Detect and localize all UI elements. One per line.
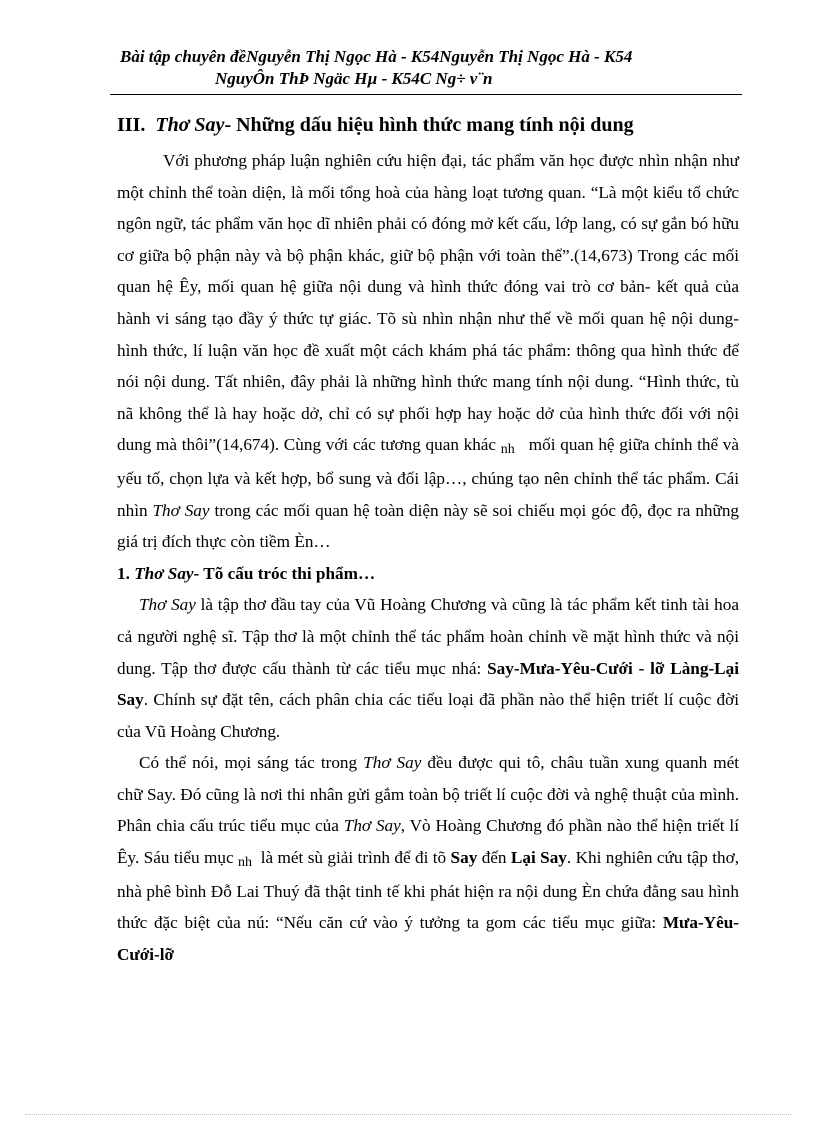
para3-text-a: Có thể nói, mọi sáng tác trong: [139, 753, 358, 773]
paragraph-2: [117, 589, 739, 747]
para3-bold-3: Mưa-Yêu-Cưới-lỡ: [117, 913, 740, 964]
para3-text-c: , Vò Hoàng Chương đó phần nào thể hiện triết lí Êy. Sáu tiểu mục: [117, 816, 739, 868]
paragraph-3: [117, 747, 739, 970]
header-line-1: Bài tập chuyên đềNguyễn Thị Ngọc Hà - K54Nguyễn Thị Ngọc Hà - K54: [120, 47, 633, 66]
para3-text-b: đều được qui tô, châu tuần xung quanh mét chữ Say. Đó cũng là nơi thi nhân gửi gắm toàn bộ triết lí cuộc đời và nghệ thuật của mình. Phân chia cấu trúc tiểu mục của: [117, 753, 739, 836]
section-number: III.: [117, 114, 146, 136]
para3-bold-2: Lại Say: [510, 848, 567, 868]
subsection-rest: - Tõ cấu tróc thi phẩm…: [193, 563, 376, 583]
para3-italic-2: Thơ Say: [343, 816, 401, 836]
subsection-italic: Thơ Say: [134, 563, 194, 583]
subsection-heading: [117, 558, 739, 590]
header-divider: [110, 94, 742, 95]
para1-text-b: mối quan hệ giữa chỉnh thể và yếu tố, chọn lựa và kết hợp, bổ sung và đối lập…, chúng tạo nên chỉnh thể tác phẩm. Cái nhìn: [117, 435, 739, 520]
section-heading: [117, 114, 634, 137]
para3-text-f: . Khi nghiên cứu tập thơ, nhà phê bình Đỗ Lai Thuý đã thật tinh tế khi phát hiện ra nội dung Èn chứa đằng sau hình thức đặc biệt của nú: “Nếu căn cứ vào ý tưởng ta gom các tiểu mục giữa:: [117, 848, 739, 933]
document-body: [117, 145, 739, 970]
page-header: [110, 46, 740, 90]
para2-text-b: . Chính sự đặt tên, cách phân chia các tiểu loại đã phần nào thể hiện triết lí cuộc đời của Vũ Hoàng Chương.: [117, 690, 739, 741]
para1-italic: Thơ Say: [152, 500, 210, 520]
para3-text-d: là mét sù giải trình để đi tõ: [260, 848, 447, 868]
subsection-number: 1.: [117, 563, 130, 583]
paragraph-intro: [117, 145, 739, 558]
para2-bold: Say-Mưa-Yêu-Cưới - lỡ Làng-Lại Say: [117, 658, 740, 710]
para1-text-c: trong các mối quan hệ toàn diện này sẽ soi chiếu mọi góc độ, đọc ra những giá trị đích thực còn tiềm Èn…: [117, 500, 740, 552]
para3-italic-1: Thơ Say: [363, 753, 422, 773]
para2-text-a: là tập thơ đầu tay của Vũ Hoàng Chương và cũng là tác phẩm kết tinh tài hoa cả người nghệ sĩ. Tập thơ là một chỉnh thể tác phẩm hoàn chỉnh về mặt hình thức và nội dung. Tập thơ được cấu thành từ các tiểu mục nhá:: [117, 595, 739, 678]
para1-nh: nh: [500, 442, 515, 458]
para2-italic: Thơ Say: [139, 595, 196, 615]
para3-nh: nh: [237, 855, 252, 871]
page-bottom-border: [25, 1114, 791, 1115]
para3-text-e: đến: [481, 848, 507, 868]
para3-bold-1: Say: [450, 848, 478, 868]
section-title-rest: - Những dấu hiệu hình thức mang tính nội dung: [224, 114, 634, 136]
header-line-2: NguyÔn ThÞ Ngäc Hµ - K54C Ng÷ v¨n: [215, 69, 493, 88]
section-title-italic: Thơ Say: [155, 114, 225, 136]
para1-text-a: Với phương pháp luận nghiên cứu hiện đại, tác phẩm văn học được nhìn nhận như một chỉnh thể toàn diện, là mối tổng hoà của hàng loạt tương quan. “Là một kiểu tổ chức ngôn ngữ, tác phẩm văn học dĩ nhiên phải có đóng mở kết cấu, lớp lang, có sự gắn bó hữu cơ giữa bộ phận này và bộ phận khác, giữ bộ phận với toàn thể”.(14,673) Trong các mối quan hệ Êy, mối quan hệ giữa nội dung và hình thức đóng vai trò cơ bản- kết quả của hành vi sáng tạo đầy ý thức tự giác. Tõ sù nhìn nhận như thế về mối quan hệ nội dung- hình thức, lí luận văn học đề xuất một cách khám phá tác phẩm: thông qua hình thức để nói nội dung. Tất nhiên, đây phải là những hình thức mang tính nội dung. “Hình thức, tù nã không thể là hay hoặc dở, chỉ có sự phối hợp hay hoặc dở của hình thức đối với nội dung mà thôi”(14,674). Cùng với các tương quan khác: [117, 151, 739, 455]
